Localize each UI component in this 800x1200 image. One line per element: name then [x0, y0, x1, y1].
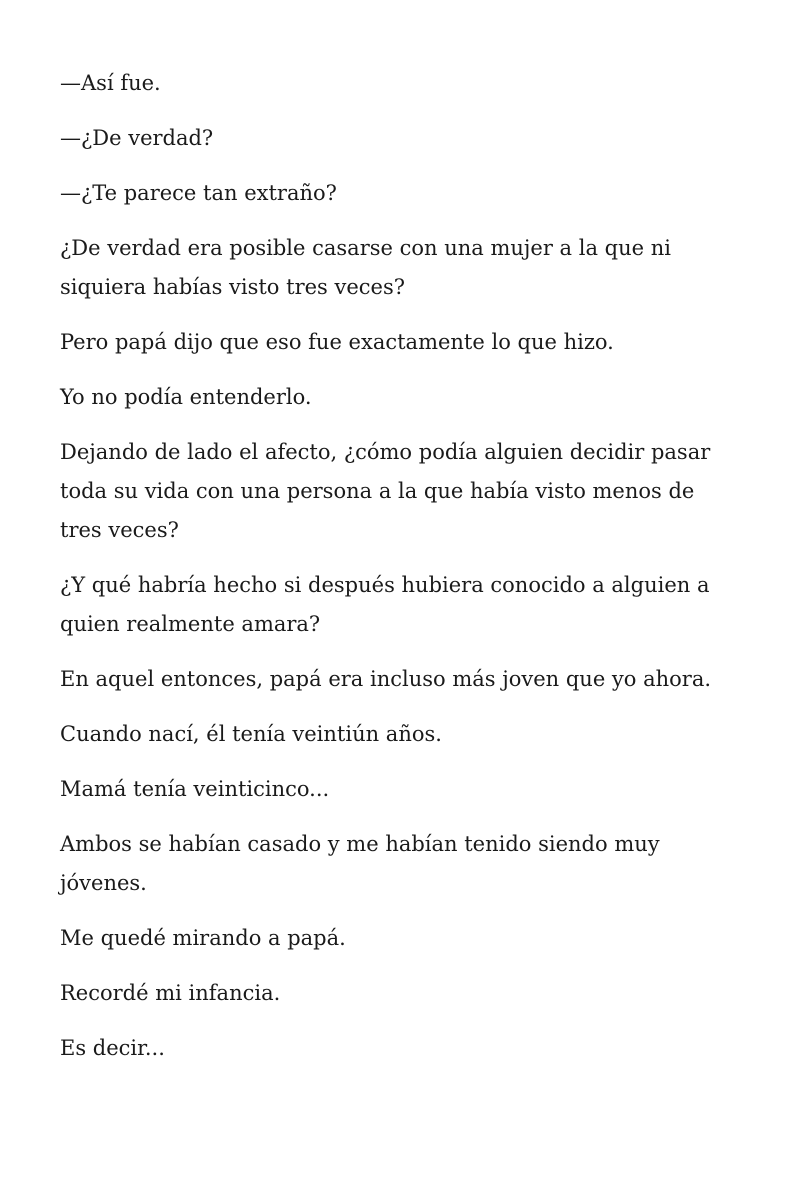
- paragraph: Pero papá dijo que eso fue exactamente lo que hizo.: [60, 330, 614, 354]
- paragraph: Dejando de lado el afecto, ¿cómo podía alguien decidir pasar toda su vida con una persona a la que había visto menos de tres veces?: [60, 440, 711, 542]
- paragraph: Es decir...: [60, 1036, 165, 1060]
- paragraph: ¿Y qué habría hecho si después hubiera conocido a alguien a quien realmente amara?: [60, 573, 710, 636]
- paragraph: Ambos se habían casado y me habían tenido siendo muy jóvenes.: [60, 832, 660, 895]
- paragraph: Recordé mi infancia.: [60, 981, 281, 1005]
- paragraph: —Así fue.: [60, 71, 161, 95]
- paragraph: En aquel entonces, papá era incluso más joven que yo ahora.: [60, 667, 712, 691]
- paragraph: Cuando nací, él tenía veintiún años.: [60, 722, 442, 746]
- document-page: [60, 64, 740, 1084]
- paragraph: Mamá tenía veinticinco...: [60, 777, 330, 801]
- paragraph: —¿De verdad?: [60, 126, 214, 150]
- paragraph: —¿Te parece tan extraño?: [60, 181, 337, 205]
- paragraph: ¿De verdad era posible casarse con una mujer a la que ni siquiera habías visto tres veces?: [60, 236, 671, 299]
- paragraph: Yo no podía entenderlo.: [60, 385, 312, 409]
- paragraph: Me quedé mirando a papá.: [60, 926, 346, 950]
